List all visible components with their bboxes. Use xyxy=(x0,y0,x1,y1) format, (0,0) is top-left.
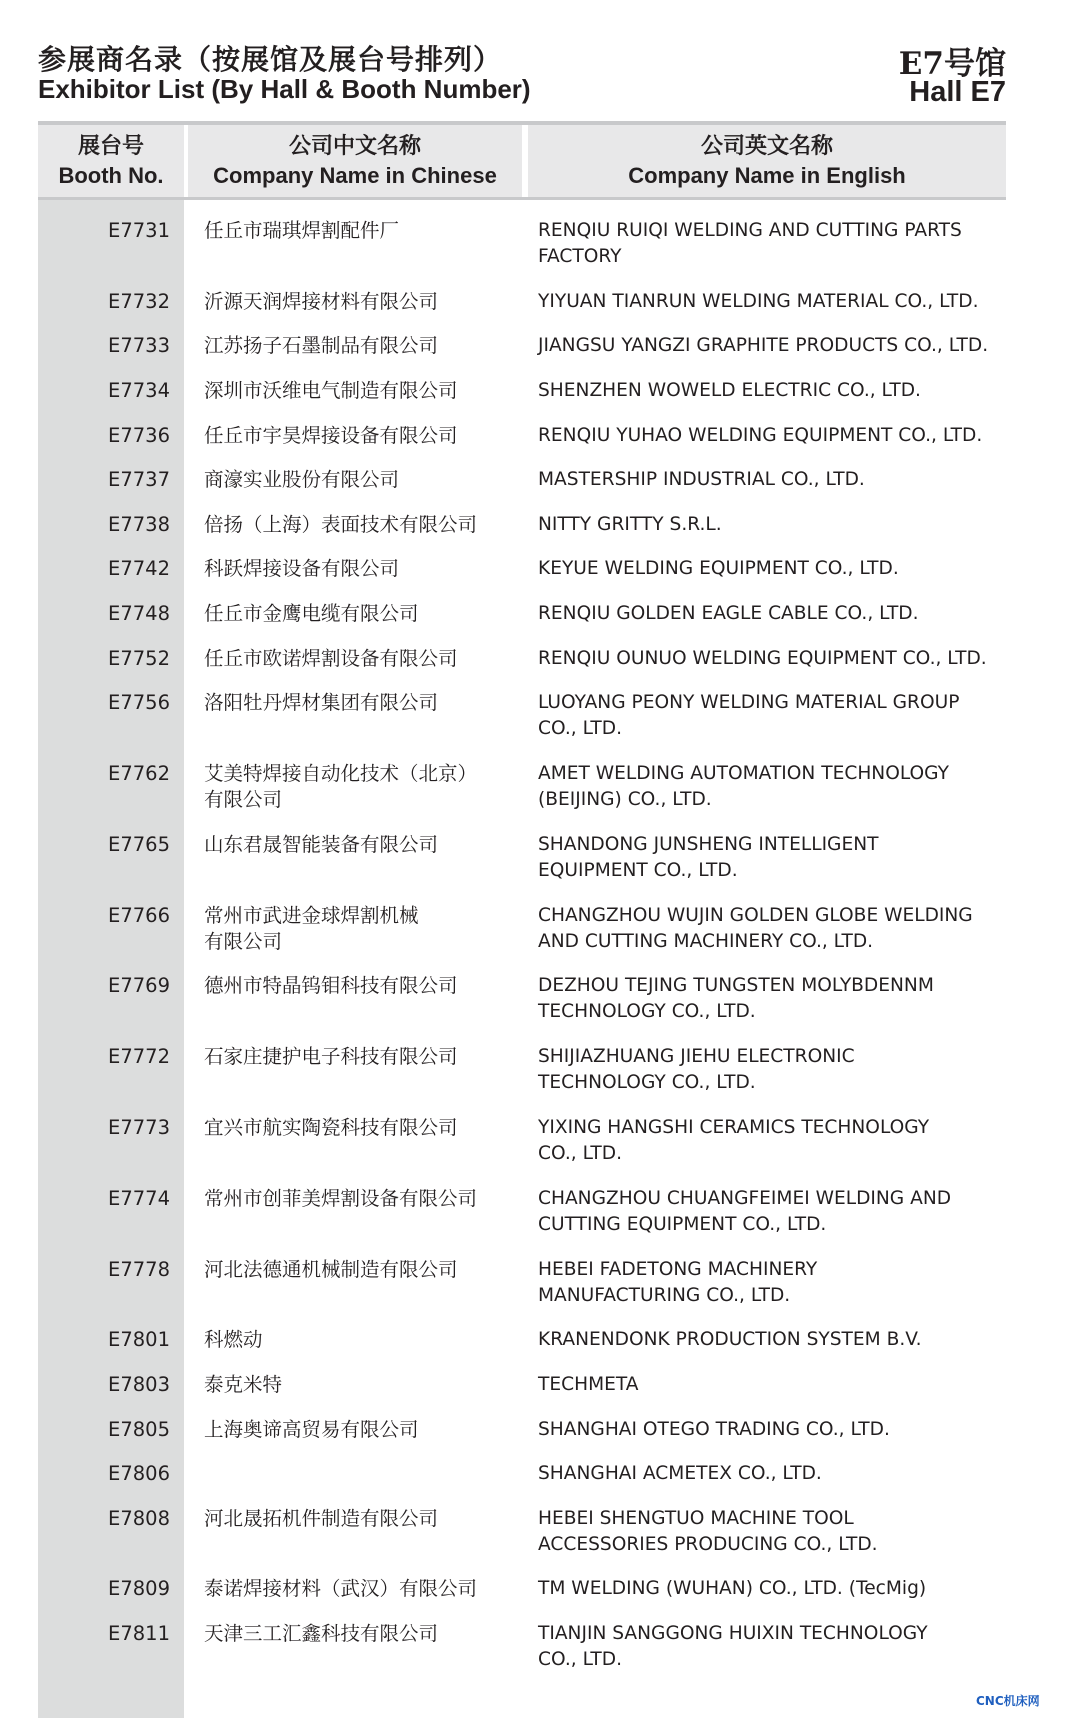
company-name-english-line: TIANJIN SANGGONG HUIXIN TECHNOLOGY xyxy=(538,1623,928,1645)
company-name-chinese-line: 石家庄捷护电子科技有限公司 xyxy=(204,1045,458,1069)
company-name-chinese xyxy=(204,903,504,955)
booth-number: E7811 xyxy=(108,1622,170,1646)
company-name-chinese-line: 商濠实业股份有限公司 xyxy=(204,468,400,492)
company-name-chinese-line: 科跃焊接设备有限公司 xyxy=(204,557,400,581)
company-name-english-line: HEBEI SHENGTUO MACHINE TOOL xyxy=(538,1507,854,1529)
company-name-english xyxy=(538,512,1006,538)
column-header-chinese-name-en: Company Name in Chinese xyxy=(213,163,497,188)
company-name-chinese xyxy=(204,289,504,315)
title-english: Exhibitor List (By Hall & Booth Number) xyxy=(38,74,531,104)
company-name-chinese-line: 上海奥谛高贸易有限公司 xyxy=(204,1417,419,1441)
company-name-english-line: SHIJIAZHUANG JIEHU ELECTRONIC xyxy=(538,1046,855,1068)
table-row xyxy=(38,289,1006,334)
company-name-english-line: MASTERSHIP INDUSTRIAL CO., LTD. xyxy=(538,469,865,491)
company-name-english xyxy=(538,1621,1006,1673)
company-name-english-line: CO., LTD. xyxy=(538,718,622,740)
table-row xyxy=(38,1417,1006,1462)
company-name-english xyxy=(538,423,1006,449)
table-row xyxy=(38,378,1006,423)
company-name-chinese-line: 任丘市金鹰电缆有限公司 xyxy=(204,601,419,625)
company-name-chinese-line: 洛阳牡丹焊材集团有限公司 xyxy=(204,691,439,715)
exhibitor-table-body xyxy=(38,218,1006,1692)
company-name-chinese-line: 深圳市沃维电气制造有限公司 xyxy=(204,378,458,402)
table-row xyxy=(38,1461,1006,1506)
booth-number: E7742 xyxy=(108,557,170,581)
company-name-english xyxy=(538,556,1006,582)
booth-number: E7778 xyxy=(108,1257,170,1281)
company-name-english-line: TECHNOLOGY CO., LTD. xyxy=(538,1001,756,1023)
company-name-english xyxy=(538,1044,1006,1096)
company-name-english xyxy=(538,761,1006,813)
company-name-english xyxy=(538,333,1006,359)
title-chinese: 参展商名录（按展馆及展台号排列） xyxy=(38,43,503,76)
company-name-english-line: KRANENDONK PRODUCTION SYSTEM B.V. xyxy=(538,1329,922,1351)
company-name-chinese xyxy=(204,423,504,449)
company-name-chinese-line: 任丘市宇昊焊接设备有限公司 xyxy=(204,423,458,447)
booth-number: E7766 xyxy=(108,903,170,927)
company-name-english-line: LUOYANG PEONY WELDING MATERIAL GROUP xyxy=(538,692,960,714)
table-row xyxy=(38,1186,1006,1257)
company-name-chinese xyxy=(204,556,504,582)
table-row xyxy=(38,646,1006,691)
company-name-english-line: SHANDONG JUNSHENG INTELLIGENT xyxy=(538,833,879,855)
company-name-chinese xyxy=(204,467,504,493)
booth-number: E7806 xyxy=(108,1462,170,1486)
table-row xyxy=(38,1621,1006,1692)
company-name-english-line: EQUIPMENT CO., LTD. xyxy=(538,859,738,881)
company-name-english-line: FACTORY xyxy=(538,246,622,267)
booth-number: E7774 xyxy=(108,1186,170,1210)
booth-number: E7765 xyxy=(108,832,170,856)
company-name-english xyxy=(538,832,1006,884)
booth-number: E7772 xyxy=(108,1045,170,1069)
company-name-english xyxy=(538,1372,1006,1398)
table-row xyxy=(38,1576,1006,1621)
company-name-english-line: YIYUAN TIANRUN WELDING MATERIAL CO., LTD. xyxy=(538,290,979,312)
company-name-chinese xyxy=(204,1327,504,1353)
company-name-chinese xyxy=(204,1621,504,1647)
company-name-chinese-line: 泰克米特 xyxy=(204,1372,283,1396)
table-row xyxy=(38,973,1006,1044)
booth-number: E7731 xyxy=(108,219,170,242)
table-row xyxy=(38,467,1006,512)
booth-number: E7748 xyxy=(108,601,170,625)
booth-number: E7769 xyxy=(108,974,170,998)
company-name-english xyxy=(538,903,1006,955)
company-name-english-line: TM WELDING (WUHAN) CO., LTD. (TecMig) xyxy=(538,1578,927,1600)
company-name-english-line: TECHMETA xyxy=(538,1373,639,1395)
company-name-english-line: RENQIU RUIQI WELDING AND CUTTING PARTS xyxy=(538,220,962,241)
company-name-english-line: DEZHOU TEJING TUNGSTEN MOLYBDENNM xyxy=(538,975,934,997)
column-header-english-name-en: Company Name in English xyxy=(628,163,906,188)
company-name-english xyxy=(538,1461,1006,1487)
company-name-english xyxy=(538,1576,1006,1602)
company-name-chinese-line: 沂源天润焊接材料有限公司 xyxy=(204,289,439,313)
company-name-english xyxy=(538,1115,1006,1167)
booth-number: E7808 xyxy=(108,1506,170,1530)
company-name-chinese xyxy=(204,1257,504,1283)
company-name-english-line: ACCESSORIES PRODUCING CO., LTD. xyxy=(538,1533,878,1555)
table-row xyxy=(38,761,1006,832)
company-name-chinese xyxy=(204,512,504,538)
column-header-booth-en: Booth No. xyxy=(58,163,164,188)
booth-number: E7803 xyxy=(108,1372,170,1396)
company-name-chinese-line: 艾美特焊接自动化技术（北京） xyxy=(204,761,478,785)
table-header xyxy=(38,125,1006,197)
company-name-chinese xyxy=(204,601,504,627)
company-name-english-line: CUTTING EQUIPMENT CO., LTD. xyxy=(538,1213,827,1235)
company-name-chinese-line: 有限公司 xyxy=(204,787,283,811)
company-name-chinese-line: 任丘市瑞琪焊割配件厂 xyxy=(204,219,400,242)
column-header-english-name-cn: 公司英文名称 xyxy=(700,133,833,159)
company-name-english-line: RENQIU GOLDEN EAGLE CABLE CO., LTD. xyxy=(538,602,919,624)
company-name-english-line: CO., LTD. xyxy=(538,1649,622,1671)
company-name-chinese-line: 任丘市欧诺焊割设备有限公司 xyxy=(204,646,458,670)
company-name-english xyxy=(538,1327,1006,1353)
company-name-english-line: MANUFACTURING CO., LTD. xyxy=(538,1284,791,1306)
company-name-chinese xyxy=(204,646,504,672)
column-header-chinese-name xyxy=(188,125,522,197)
booth-number: E7733 xyxy=(108,334,170,358)
company-name-english xyxy=(538,1186,1006,1238)
company-name-chinese xyxy=(204,1186,504,1212)
company-name-chinese xyxy=(204,832,504,858)
company-name-english-line: KEYUE WELDING EQUIPMENT CO., LTD. xyxy=(538,558,899,580)
column-header-english-name xyxy=(528,125,1006,197)
booth-number: E7738 xyxy=(108,512,170,536)
table-row xyxy=(38,690,1006,761)
company-name-chinese-line: 河北晟拓机件制造有限公司 xyxy=(204,1506,439,1530)
company-name-english xyxy=(538,646,1006,672)
company-name-english-line: CHANGZHOU WUJIN GOLDEN GLOBE WELDING xyxy=(538,904,973,926)
booth-number: E7732 xyxy=(108,289,170,313)
company-name-english-line: SHANGHAI OTEGO TRADING CO., LTD. xyxy=(538,1418,890,1440)
hall-chinese: E7号馆 xyxy=(898,46,1006,82)
table-row xyxy=(38,1506,1006,1577)
column-header-chinese-name-cn: 公司中文名称 xyxy=(288,133,421,159)
company-name-chinese xyxy=(204,1576,504,1602)
company-name-chinese xyxy=(204,1044,504,1070)
company-name-english-line: TECHNOLOGY CO., LTD. xyxy=(538,1072,756,1094)
company-name-chinese xyxy=(204,1417,504,1443)
company-name-english-line: SHENZHEN WOWELD ELECTRIC CO., LTD. xyxy=(538,379,921,401)
company-name-chinese xyxy=(204,378,504,404)
booth-number: E7805 xyxy=(108,1417,170,1441)
company-name-chinese-line: 江苏扬子石墨制品有限公司 xyxy=(204,334,439,358)
company-name-english xyxy=(538,1257,1006,1309)
company-name-english-line: AMET WELDING AUTOMATION TECHNOLOGY xyxy=(538,762,950,784)
company-name-english xyxy=(538,973,1006,1025)
company-name-chinese-line: 有限公司 xyxy=(204,929,283,953)
company-name-chinese-line: 泰诺焊接材料（武汉）有限公司 xyxy=(204,1577,478,1601)
company-name-english xyxy=(538,601,1006,627)
table-row xyxy=(38,218,1006,289)
company-name-chinese-line: 山东君晟智能装备有限公司 xyxy=(204,832,439,856)
table-row xyxy=(38,423,1006,468)
company-name-english-line: NITTY GRITTY S.R.L. xyxy=(538,513,722,535)
company-name-chinese xyxy=(204,218,504,244)
company-name-chinese xyxy=(204,973,504,999)
company-name-chinese xyxy=(204,333,504,359)
company-name-english-line: RENQIU OUNUO WELDING EQUIPMENT CO., LTD. xyxy=(538,647,987,669)
company-name-english xyxy=(538,690,1006,742)
hall-english: Hall E7 xyxy=(909,76,1006,108)
company-name-english-line: RENQIU YUHAO WELDING EQUIPMENT CO., LTD. xyxy=(538,424,983,446)
company-name-english-line: HEBEI FADETONG MACHINERY xyxy=(538,1258,818,1280)
table-row xyxy=(38,832,1006,903)
company-name-chinese xyxy=(204,1372,504,1398)
booth-number: E7762 xyxy=(108,761,170,785)
table-row xyxy=(38,903,1006,974)
company-name-chinese xyxy=(204,761,504,813)
company-name-chinese xyxy=(204,1506,504,1532)
company-name-english-line: AND CUTTING MACHINERY CO., LTD. xyxy=(538,930,874,952)
company-name-english-line: YIXING HANGSHI CERAMICS TECHNOLOGY xyxy=(538,1116,930,1138)
table-row xyxy=(38,1044,1006,1115)
company-name-chinese-line: 倍扬（上海）表面技术有限公司 xyxy=(204,512,478,536)
booth-number: E7801 xyxy=(108,1328,170,1352)
booth-number: E7773 xyxy=(108,1115,170,1139)
table-row xyxy=(38,1257,1006,1328)
page-header xyxy=(38,38,1006,118)
booth-number: E7737 xyxy=(108,468,170,492)
booth-number: E7752 xyxy=(108,646,170,670)
company-name-chinese xyxy=(204,690,504,716)
company-name-english xyxy=(538,378,1006,404)
company-name-english-line: JIANGSU YANGZI GRAPHITE PRODUCTS CO., LTD. xyxy=(538,335,989,357)
table-row xyxy=(38,1115,1006,1186)
company-name-english xyxy=(538,467,1006,493)
company-name-chinese-line: 宜兴市航实陶瓷科技有限公司 xyxy=(204,1115,458,1139)
table-row xyxy=(38,556,1006,601)
booth-number: E7736 xyxy=(108,423,170,447)
company-name-english xyxy=(538,289,1006,315)
company-name-chinese-line: 天津三工汇鑫科技有限公司 xyxy=(204,1622,439,1646)
booth-number: E7809 xyxy=(108,1577,170,1601)
company-name-chinese-line: 常州市武进金球焊割机械 xyxy=(204,903,419,927)
table-row xyxy=(38,1372,1006,1417)
watermark: CNC机床网 xyxy=(976,1694,1040,1708)
company-name-chinese xyxy=(204,1115,504,1141)
column-header-booth-cn: 展台号 xyxy=(77,133,144,159)
table-row xyxy=(38,601,1006,646)
company-name-english xyxy=(538,1506,1006,1558)
table-row xyxy=(38,512,1006,557)
table-row xyxy=(38,1327,1006,1372)
company-name-chinese-line: 常州市创菲美焊割设备有限公司 xyxy=(204,1186,478,1210)
company-name-english-line: CHANGZHOU CHUANGFEIMEI WELDING AND xyxy=(538,1187,952,1209)
company-name-chinese-line: 科燃动 xyxy=(204,1328,263,1352)
company-name-english-line: CO., LTD. xyxy=(538,1142,622,1164)
booth-number: E7756 xyxy=(108,691,170,715)
company-name-english xyxy=(538,1417,1006,1443)
booth-number: E7734 xyxy=(108,378,170,402)
table-row xyxy=(38,333,1006,378)
company-name-english-line: (BEIJING) CO., LTD. xyxy=(538,788,712,810)
company-name-chinese-line: 河北法德通机械制造有限公司 xyxy=(204,1257,458,1281)
column-header-booth xyxy=(38,125,184,197)
company-name-english xyxy=(538,218,1006,270)
company-name-english-line: SHANGHAI ACMETEX CO., LTD. xyxy=(538,1463,822,1485)
company-name-chinese-line: 德州市特晶钨钼科技有限公司 xyxy=(204,974,458,998)
